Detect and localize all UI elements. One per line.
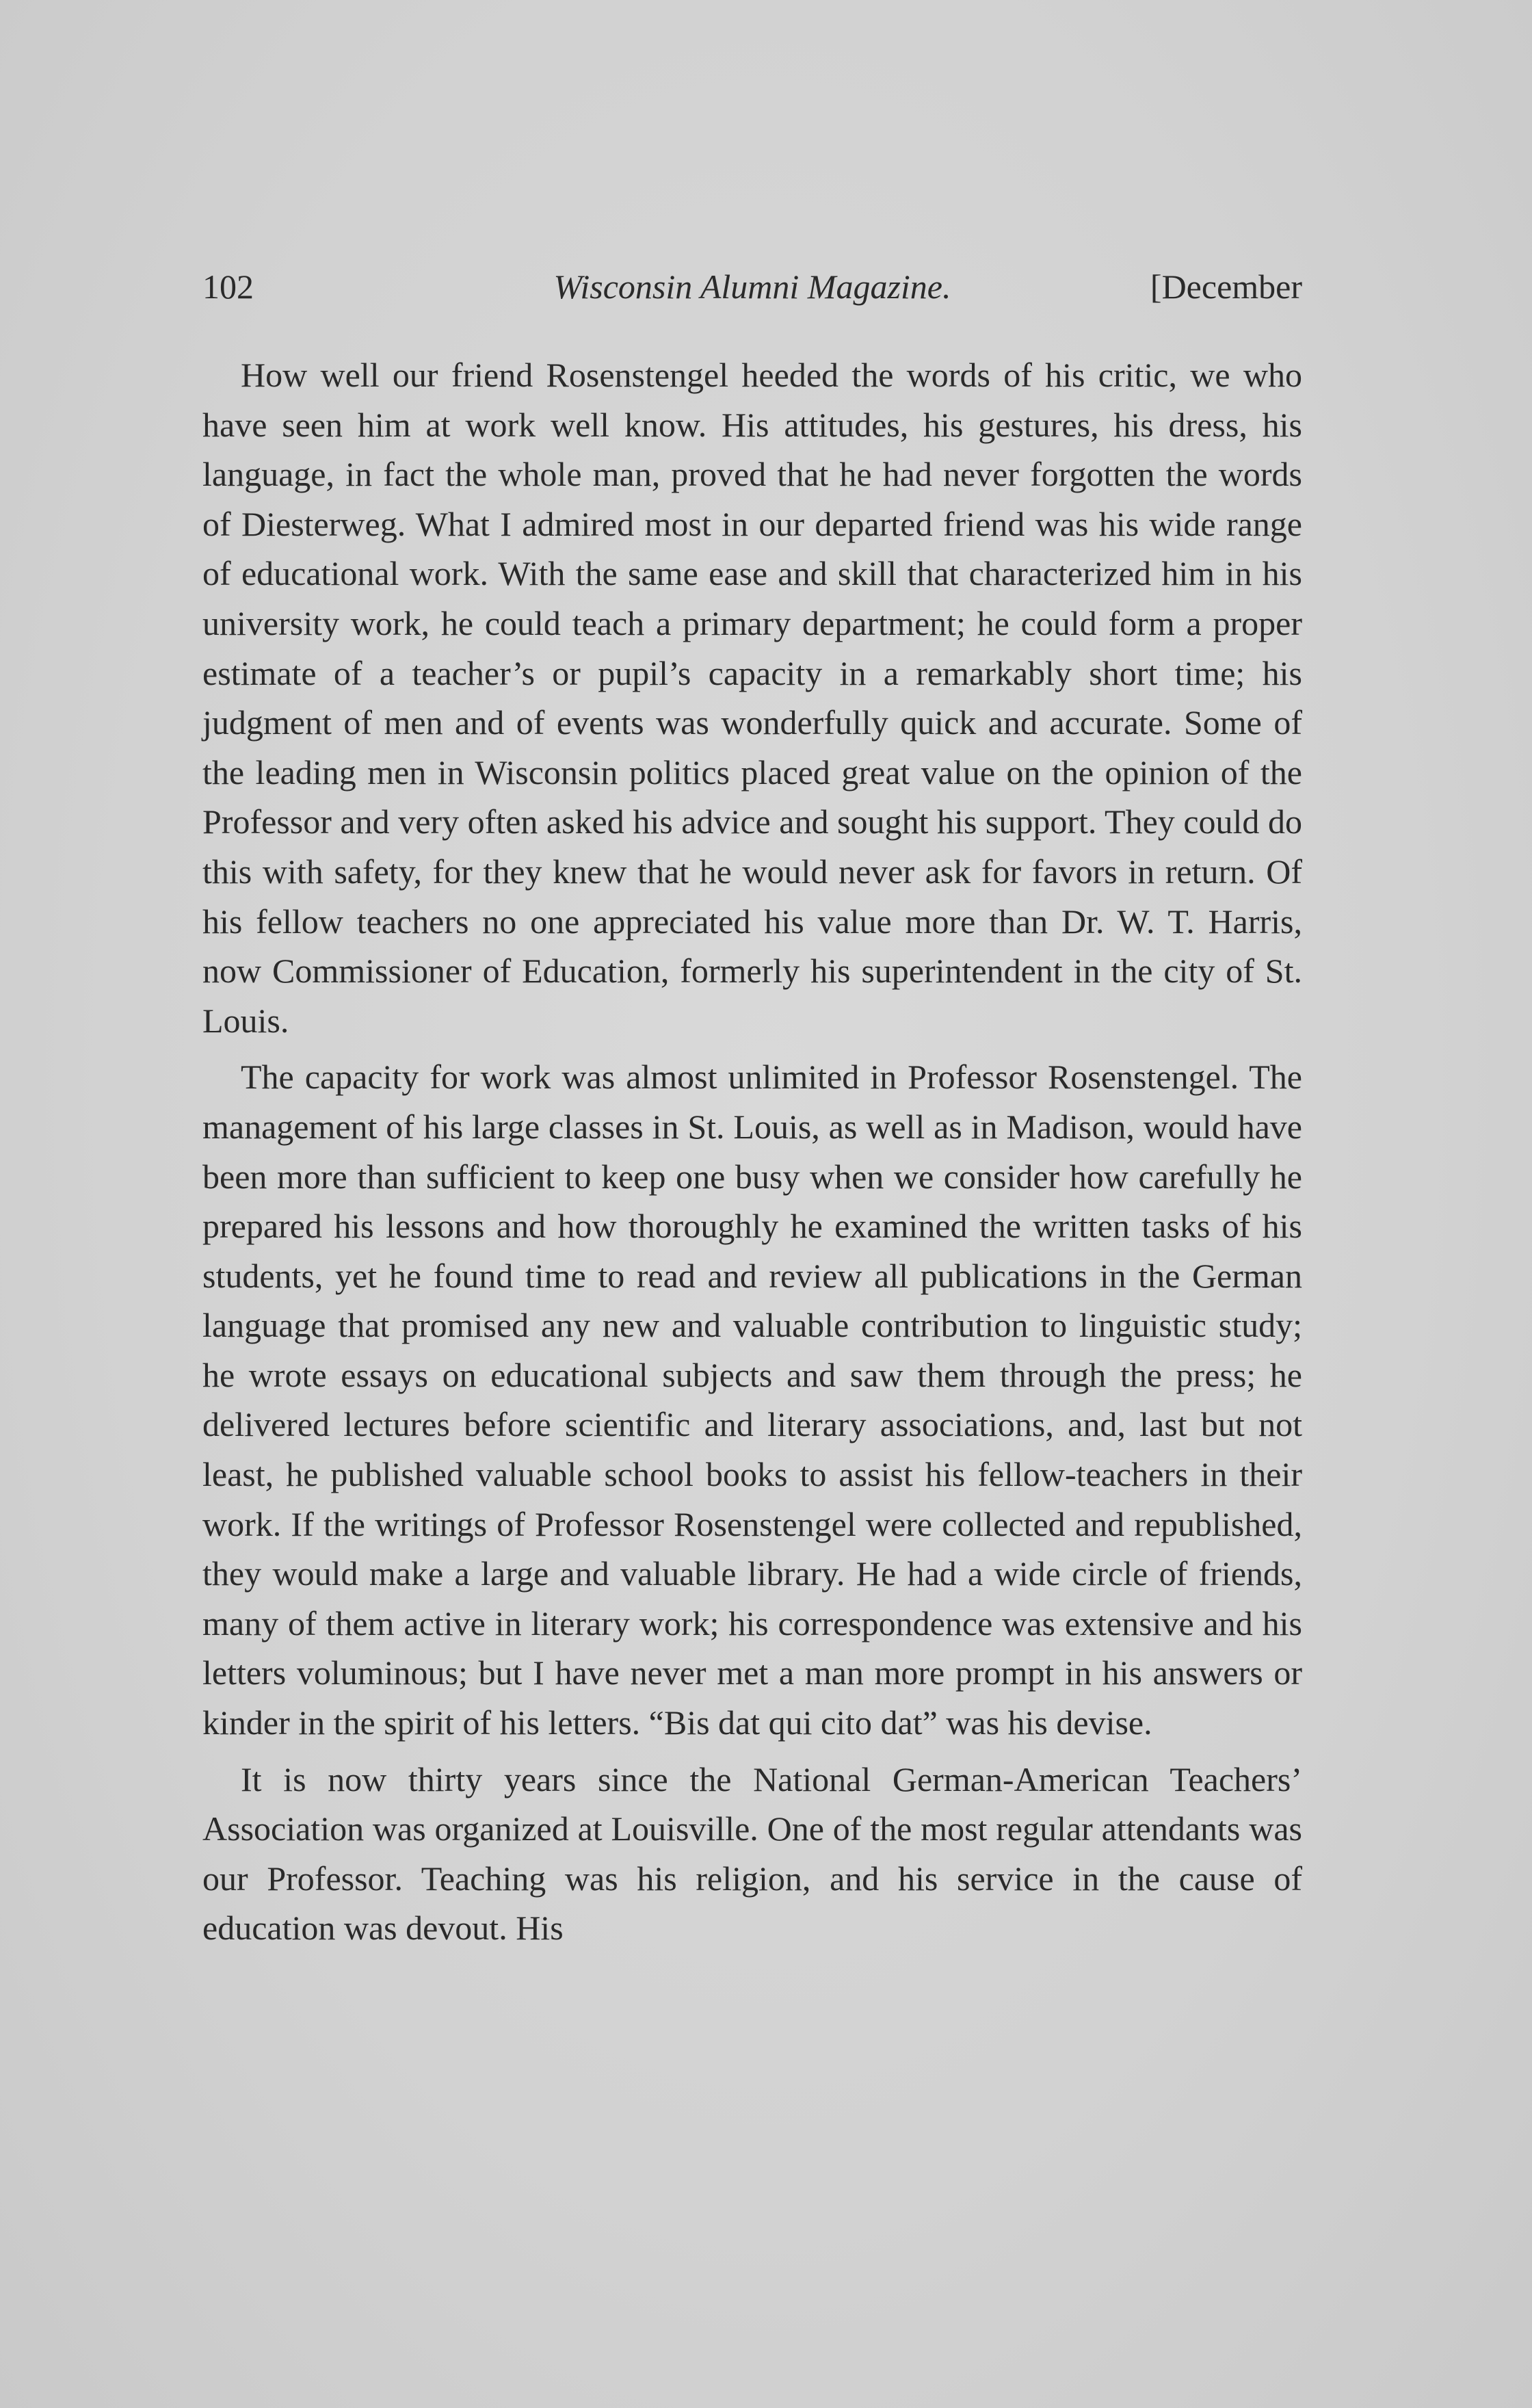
issue-month: [December: [1150, 267, 1302, 306]
paragraph: It is now thirty years since the National German-American Teachers’ Association was organized at Louisville. One of the most regular attendants was our Professor. Teaching was his religion, and his service in the cause of education was devout. His: [202, 1759, 1302, 1948]
page-number: 102: [202, 267, 254, 306]
article-body: [202, 350, 1302, 1953]
paragraph: The capacity for work was almost unlimited in Professor Rosenstengel. The management of his large classes in St. Louis, as well as in Madison, would have been more than sufficient to keep one busy when we consider how carefully he prepared his lessons and how thoroughly he examined the written tasks of his students, yet he found time to read and review all publications in the German language that promised any new and valuable contribution to linguistic study; he wrote essays on educational subjects and saw them through the press; he delivered lectures before scientific and literary associations, and, last but not least, he published valuable school books to assist his fellow-teachers in their work. If the writings of Professor Rosenstengel were collected and republished, they would make a large and valuable library. He had a wide circle of friends, many of them active in literary work; his correspondence was extensive and his letters voluminous; but I have never met a man more prompt in his answers or kinder in the spirit of his letters. “Bis dat qui cito dat” was his devise.: [202, 1058, 1302, 1742]
document-page: [202, 263, 1302, 1960]
paragraph: How well our friend Rosenstengel heeded the words of his critic, we who have seen him at work well know. His attitudes, his gestures, his dress, his language, in fact the whole man, proved that he had never forgotten the words of Diesterweg. What I admired most in our departed friend was his wide range of educational work. With the same ease and skill that characterized him in his university work, he could teach a primary department; he could form a proper estimate of a teacher’s or pupil’s capacity in a remarkably short time; his judgment of men and of events was wonderfully quick and accurate. Some of the leading men in Wisconsin politics placed great value on the opinion of the Professor and very often asked his advice and sought his support. They could do this with safety, for they knew that he would never ask for favors in return. Of his fellow teachers no one appreciated his value more than Dr. W. T. Harris, now Commissioner of Education, formerly his superintendent in the city of St. Louis.: [202, 356, 1302, 1040]
journal-title: Wisconsin Alumni Magazine.: [553, 267, 951, 306]
running-head: [202, 263, 1302, 311]
